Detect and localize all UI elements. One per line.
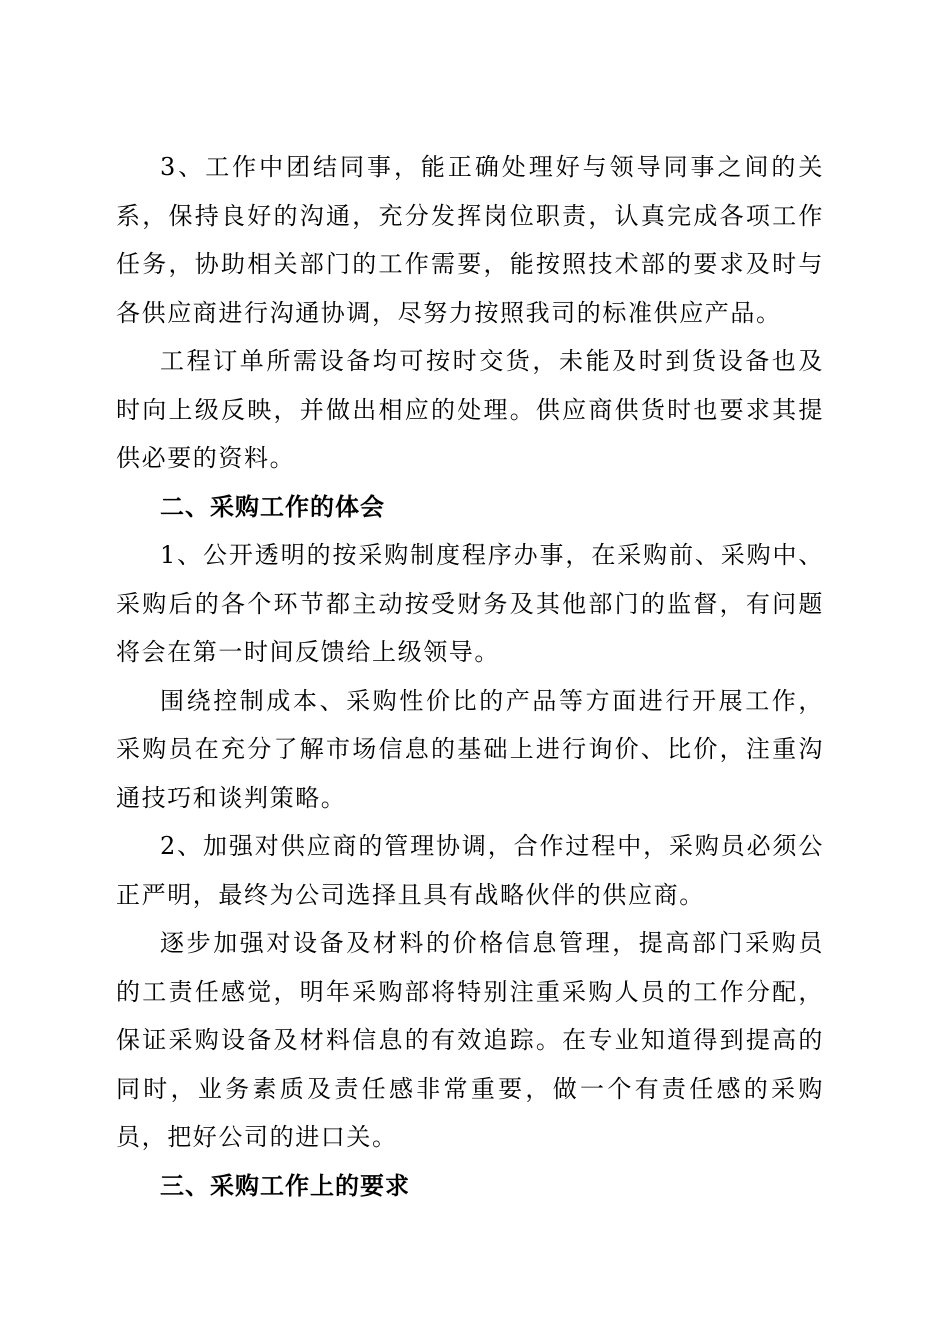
paragraph-price-information: 逐步加强对设备及材料的价格信息管理，提高部门采购员的工责任感觉，明年采购部将特别注重采购人员的工作分配，保证采购设备及材料信息的有效追踪。在专业知道得到提高的同时，业务素质及责任感非常重要，做一个有责任感的采购员，把好公司的进口关。 — [116, 929, 824, 1151]
paragraph-teamwork: 3、工作中团结同事，能正确处理好与领导同事之间的关系，保持良好的沟通，充分发挥岗位职责，认真完成各项工作任务，协助相关部门的工作需要，能按照技术部的要求及时与各供应商进行沟通协调，尽努力按照我司的标准供应产品。 — [116, 153, 824, 327]
paragraph-delivery: 工程订单所需设备均可按时交货，未能及时到货设备也及时向上级反映，并做出相应的处理。供应商供货时也要求其提供必要的资料。 — [116, 347, 824, 472]
paragraph-transparency: 1、公开透明的按采购制度程序办事，在采购前、采购中、采购后的各个环节都主动按受财务及其他部门的监督，有问题将会在第一时间反馈给上级领导。 — [116, 541, 824, 666]
document-body — [116, 143, 824, 1210]
paragraph-supplier-management: 2、加强对供应商的管理协调，合作过程中，采购员必须公正严明，最终为公司选择且具有战略伙伴的供应商。 — [116, 832, 824, 909]
paragraph-cost-control: 围绕控制成本、采购性价比的产品等方面进行开展工作，采购员在充分了解市场信息的基础上进行询价、比价，注重沟通技巧和谈判策略。 — [116, 686, 824, 812]
section-heading-experience: 二、采购工作的体会 — [160, 492, 385, 521]
section-heading-requirements: 三、采购工作上的要求 — [160, 1171, 410, 1200]
